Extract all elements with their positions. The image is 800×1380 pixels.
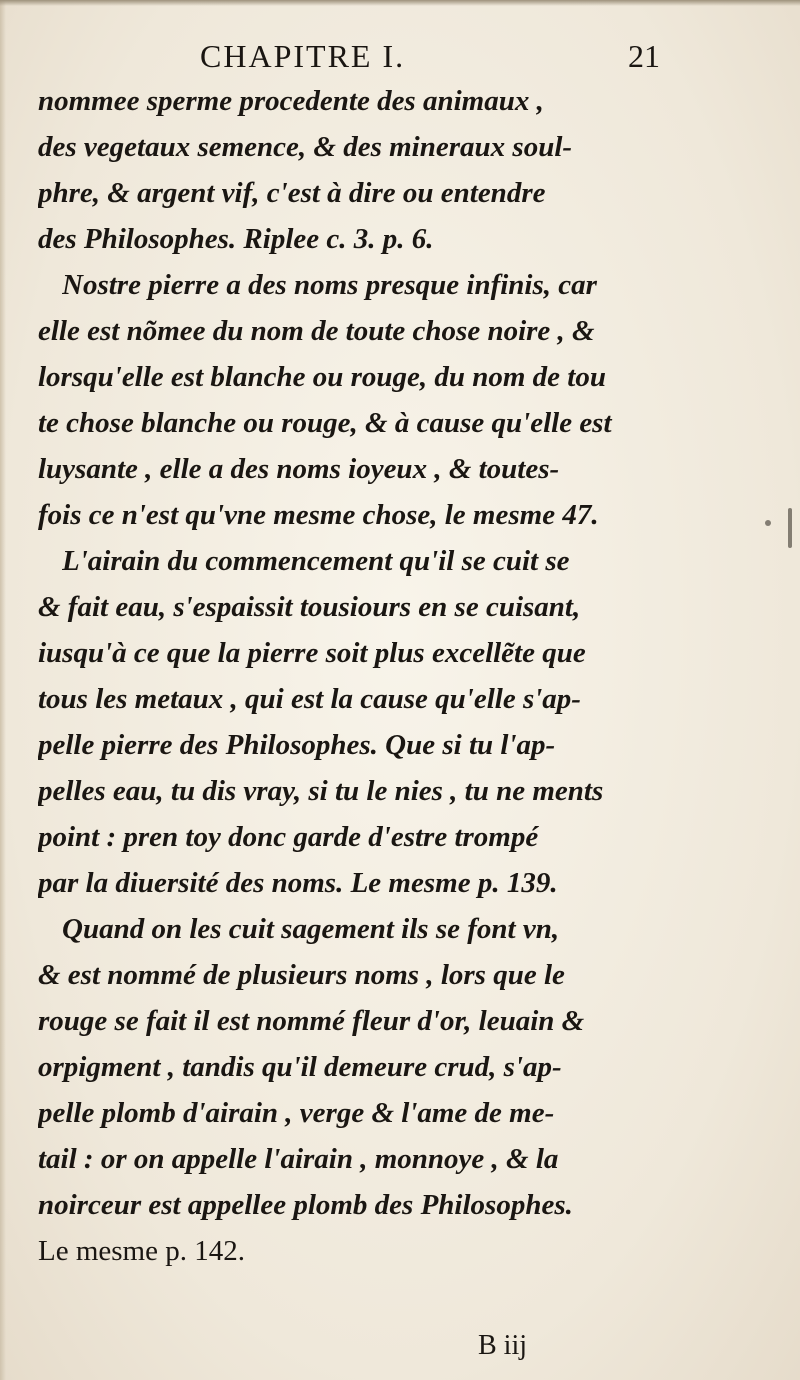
text-line: Le mesme p. 142. — [38, 1235, 245, 1267]
text-line: luysante , elle a des noms ioyeux , & toutes- — [38, 453, 560, 485]
text-line: tail : or on appelle l'airain , monnoye , & la — [38, 1143, 559, 1175]
text-line: pelles eau, tu dis vray, si tu le nies , tu ne ments — [38, 775, 604, 807]
running-head: CHAPITRE I. — [200, 38, 406, 74]
paragraph-start-line: Nostre pierre a des noms presque infinis, car — [62, 269, 597, 301]
ink-spot — [765, 520, 771, 526]
ink-spot — [788, 508, 792, 548]
text-line: tous les metaux , qui est la cause qu'elle s'ap- — [38, 683, 581, 715]
paragraph-start-line: L'airain du commencement qu'il se cuit se — [62, 545, 570, 577]
text-line: pelle pierre des Philosophes. Que si tu l'ap- — [38, 729, 556, 761]
text-line: & fait eau, s'espaissit tousiours en se cuisant, — [38, 591, 581, 623]
text-line: fois ce n'est qu'vne mesme chose, le mesme 47. — [38, 499, 599, 531]
paragraph-start-line: Quand on les cuit sagement ils se font vn, — [62, 913, 560, 945]
page-number: 21 — [628, 38, 660, 74]
text-line: te chose blanche ou rouge, & à cause qu'elle est — [38, 407, 612, 439]
text-line: lorsqu'elle est blanche ou rouge, du nom de tou — [38, 361, 606, 393]
text-line: des Philosophes. Riplee c. 3. p. 6. — [38, 223, 434, 255]
text-line: & est nommé de plusieurs noms , lors que le — [38, 959, 565, 991]
text-line: pelle plomb d'airain , verge & l'ame de me- — [38, 1097, 555, 1129]
text-line: noirceur est appellee plomb des Philosophes. — [38, 1189, 573, 1221]
text-line: rouge se fait il est nommé fleur d'or, leuain & — [38, 1005, 585, 1037]
text-line: iusqu'à ce que la pierre soit plus excellẽte que — [38, 637, 586, 669]
page-top-shadow — [0, 0, 800, 6]
text-line: point : pren toy donc garde d'estre trompé — [38, 821, 539, 853]
text-line: elle est nõmee du nom de toute chose noire , & — [38, 315, 595, 347]
text-line: phre, & argent vif, c'est à dire ou entendre — [38, 177, 546, 209]
text-line: orpigment , tandis qu'il demeure crud, s'ap- — [38, 1051, 562, 1083]
signature-mark: B iij — [478, 1330, 528, 1361]
text-line: des vegetaux semence, & des mineraux soul- — [38, 131, 573, 163]
text-line: par la diuersité des noms. Le mesme p. 139. — [38, 867, 558, 899]
text-line: nommee sperme procedente des animaux , — [38, 85, 544, 117]
page-edge-shadow — [0, 0, 6, 1380]
